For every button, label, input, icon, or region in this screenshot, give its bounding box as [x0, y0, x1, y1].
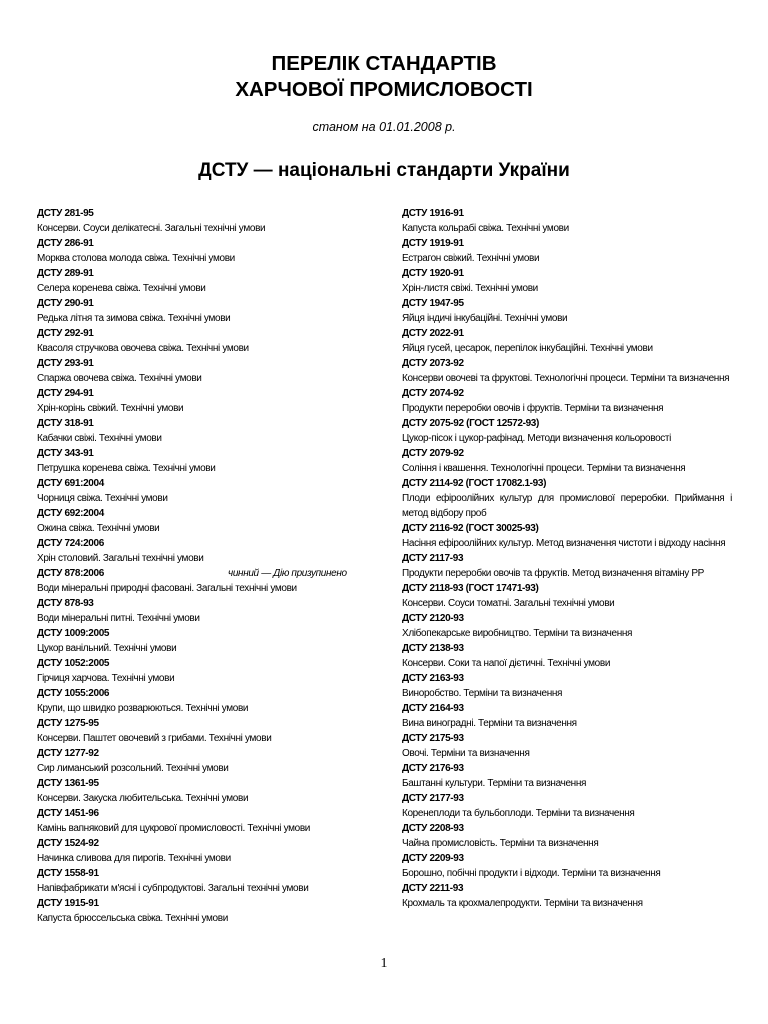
- standard-entry: [402, 551, 732, 581]
- standard-entry: [402, 236, 732, 266]
- standard-title: Хрін-корінь свіжий. Технічні умови: [37, 403, 184, 414]
- standard-code: [37, 566, 367, 581]
- standard-code-text: ДСТУ 1055:2006: [37, 688, 110, 699]
- standard-code-text: ДСТУ 289-91: [37, 268, 94, 279]
- standard-title: Крупи, що швидко розварюються. Технічні умови: [37, 703, 249, 714]
- standard-title: Продукти переробки овочів і фруктів. Терміни та визначення: [402, 403, 664, 414]
- standard-entry: [37, 296, 367, 326]
- standard-code-text: ДСТУ 1275-95: [37, 718, 99, 729]
- standard-entry: [37, 836, 367, 866]
- standard-title: Соління і квашення. Технологічні процеси. Терміни та визначення: [402, 463, 686, 474]
- standard-entry: [402, 386, 732, 416]
- standard-code: [402, 296, 732, 311]
- standard-title: Морква столова молода свіжа. Технічні умови: [37, 253, 235, 264]
- standard-entry: [37, 386, 367, 416]
- standard-code-text: ДСТУ 2079-92: [402, 448, 464, 459]
- document-title-line-2: ХАРЧОВОЇ ПРОМИСЛОВОСТІ: [235, 78, 533, 101]
- standard-code-text: ДСТУ 343-91: [37, 448, 94, 459]
- standard-code-text: ДСТУ 1558-91: [37, 868, 99, 879]
- standard-title: Чайна промисловість. Терміни та визначення: [402, 838, 599, 849]
- standard-entry: [402, 701, 732, 731]
- standard-code-text: ДСТУ 1919-91: [402, 238, 464, 249]
- standard-entry: [402, 521, 732, 551]
- standard-code-text: ДСТУ 2120-93: [402, 613, 464, 624]
- standard-entry: [37, 566, 367, 596]
- standard-code: [37, 686, 367, 701]
- standard-code: [37, 746, 367, 761]
- standard-code: [402, 386, 732, 401]
- standard-code: [402, 641, 732, 656]
- standard-code: [402, 326, 732, 341]
- standard-code: [37, 416, 367, 431]
- standard-entry: [37, 746, 367, 776]
- standard-code: [37, 776, 367, 791]
- standard-title: Вина виноградні. Терміни та визначення: [402, 718, 577, 729]
- standard-title: Сир лиманський розсольний. Технічні умови: [37, 763, 229, 774]
- standard-entry: [37, 866, 367, 896]
- standard-code-text: ДСТУ 1916-91: [402, 208, 464, 219]
- standard-code: [37, 716, 367, 731]
- standard-code-text: ДСТУ 1920-91: [402, 268, 464, 279]
- standard-code: [402, 356, 732, 371]
- standard-title: Камінь вапняковий для цукрової промисловості. Технічні умови: [37, 823, 311, 834]
- standard-title: Хлібопекарське виробництво. Терміни та визначення: [402, 628, 633, 639]
- document-title-line-1: ПЕРЕЛІК СТАНДАРТІВ: [271, 52, 497, 75]
- standard-code-text: ДСТУ 2075-92 (ГОСТ 12572-93): [402, 418, 539, 429]
- standard-title: Води мінеральні питні. Технічні умови: [37, 613, 200, 624]
- standard-code: [37, 806, 367, 821]
- standard-code: [402, 416, 732, 431]
- standard-entry: [402, 851, 732, 881]
- standard-code-text: ДСТУ 692:2004: [37, 508, 104, 519]
- standard-title: Коренеплоди та бульбоплоди. Терміни та визначення: [402, 808, 635, 819]
- standard-code-text: ДСТУ 2164-93: [402, 703, 464, 714]
- standard-code: [402, 791, 732, 806]
- standard-code-text: ДСТУ 290-91: [37, 298, 94, 309]
- standard-code-text: ДСТУ 294-91: [37, 388, 94, 399]
- standard-code-text: ДСТУ 2022-91: [402, 328, 464, 339]
- standard-title: Спаржа овочева свіжа. Технічні умови: [37, 373, 202, 384]
- standard-code-text: ДСТУ 1451-96: [37, 808, 99, 819]
- standard-entry: [37, 776, 367, 806]
- standard-title: Консерви овочеві та фруктові. Технологічні процеси. Терміни та визначення: [402, 373, 730, 384]
- standard-code: [402, 671, 732, 686]
- standard-entry: [37, 206, 367, 236]
- standard-code-text: ДСТУ 1915-91: [37, 898, 99, 909]
- standard-title: Яйця індичі інкубаційні. Технічні умови: [402, 313, 568, 324]
- standard-code-text: ДСТУ 878:2006: [37, 568, 104, 579]
- standard-entry: [37, 326, 367, 356]
- standard-title: Води мінеральні природні фасовані. Загальні технічні умови: [37, 583, 297, 594]
- standard-title: Консерви. Паштет овочевий з грибами. Технічні умови: [37, 733, 272, 744]
- standard-title: Хрін столовий. Загальні технічні умови: [37, 553, 204, 564]
- left-column: [37, 206, 367, 926]
- standard-entry: [402, 206, 732, 236]
- standard-title: Квасоля стручкова овочева свіжа. Технічні умови: [37, 343, 249, 354]
- standard-code-text: ДСТУ 1524-92: [37, 838, 99, 849]
- standard-entry: [37, 536, 367, 566]
- standard-title: Овочі. Терміни та визначення: [402, 748, 530, 759]
- standard-code: [37, 296, 367, 311]
- standard-code: [402, 446, 732, 461]
- standard-entry: [402, 731, 732, 761]
- standard-code-text: ДСТУ 2118-93 (ГОСТ 17471-93): [402, 583, 539, 594]
- standard-code: [37, 446, 367, 461]
- standard-code-text: ДСТУ 2176-93: [402, 763, 464, 774]
- page-number: 1: [380, 956, 388, 971]
- standard-entry: [37, 506, 367, 536]
- standard-title: Насіння ефіроолійних культур. Метод визначення чистоти і відходу насіння: [402, 538, 726, 549]
- standard-title: Баштанні культури. Терміни та визначення: [402, 778, 587, 789]
- standard-entry: [37, 626, 367, 656]
- standard-code: [37, 836, 367, 851]
- standard-entry: [37, 236, 367, 266]
- standard-entry: [37, 416, 367, 446]
- standard-code: [37, 476, 367, 491]
- standard-code-text: ДСТУ 1009:2005: [37, 628, 110, 639]
- standard-title: Цукор-пісок і цукор-рафінад. Методи визначення кольоровості: [402, 433, 672, 444]
- right-column: [402, 206, 732, 911]
- standard-title: Капуста брюссельська свіжа. Технічні умови: [37, 913, 228, 924]
- standard-title: Консерви. Соуси делікатесні. Загальні технічні умови: [37, 223, 266, 234]
- standard-code: [37, 506, 367, 521]
- standard-entry: [402, 446, 732, 476]
- standard-code: [37, 356, 367, 371]
- standard-entry: [402, 266, 732, 296]
- standard-code: [37, 326, 367, 341]
- standard-code: [37, 656, 367, 671]
- standard-code-text: ДСТУ 286-91: [37, 238, 94, 249]
- standard-code-text: ДСТУ 878-93: [37, 598, 94, 609]
- standard-entry: [402, 671, 732, 701]
- standard-code-text: ДСТУ 318-91: [37, 418, 94, 429]
- standard-code-text: ДСТУ 2117-93: [402, 553, 464, 564]
- standard-title: Консерви. Соки та напої дієтичні. Технічні умови: [402, 658, 611, 669]
- standard-code-text: ДСТУ 292-91: [37, 328, 94, 339]
- standard-title: Начинка сливова для пирогів. Технічні умови: [37, 853, 231, 864]
- standard-title: Хрін-листя свіжі. Технічні умови: [402, 283, 538, 294]
- standard-title: Ожина свіжа. Технічні умови: [37, 523, 160, 534]
- standard-code-text: ДСТУ 281-95: [37, 208, 94, 219]
- standard-code: [37, 386, 367, 401]
- standard-code-text: ДСТУ 2208-93: [402, 823, 464, 834]
- standard-title: Консерви. Закуска любительська. Технічні умови: [37, 793, 249, 804]
- standard-code: [402, 206, 732, 221]
- standard-entry: [402, 296, 732, 326]
- standard-code: [37, 236, 367, 251]
- standard-code-text: ДСТУ 2211-93: [402, 883, 464, 894]
- standard-entry: [37, 266, 367, 296]
- standard-code: [402, 266, 732, 281]
- standard-code-text: ДСТУ 2209-93: [402, 853, 464, 864]
- standard-title: Плоди ефіроолійних культур для промислової переробки. Приймання і метод відбору проб: [402, 493, 732, 519]
- standard-entry: [402, 356, 732, 386]
- standard-code-text: ДСТУ 691:2004: [37, 478, 104, 489]
- standard-code-text: ДСТУ 2177-93: [402, 793, 464, 804]
- standard-entry: [402, 326, 732, 356]
- standard-title: Борошно, побічні продукти і відходи. Терміни та визначення: [402, 868, 661, 879]
- standard-code: [37, 896, 367, 911]
- standard-title: Капуста кольрабі свіжа. Технічні умови: [402, 223, 569, 234]
- date-subtitle: станом на 01.01.2008 р.: [312, 120, 456, 134]
- standard-title: Петрушка коренева свіжа. Технічні умови: [37, 463, 216, 474]
- standard-code-text: ДСТУ 2175-93: [402, 733, 464, 744]
- standard-code-text: ДСТУ 1277-92: [37, 748, 99, 759]
- standard-code: [402, 611, 732, 626]
- standard-code: [402, 731, 732, 746]
- standard-code: [402, 581, 732, 596]
- standard-title: Кабачки свіжі. Технічні умови: [37, 433, 162, 444]
- standard-title: Естрагон свіжий. Технічні умови: [402, 253, 540, 264]
- standard-code: [402, 236, 732, 251]
- standard-title: Редька літня та зимова свіжа. Технічні умови: [37, 313, 231, 324]
- standard-code: [37, 536, 367, 551]
- standard-code: [37, 596, 367, 611]
- standard-entry: [402, 476, 732, 521]
- standard-entry: [37, 596, 367, 626]
- standard-entry: [402, 761, 732, 791]
- standard-entry: [37, 476, 367, 506]
- standard-title: Напівфабрикати м'ясні і субпродуктові. Загальні технічні умови: [37, 883, 309, 894]
- standard-title: Селера коренева свіжа. Технічні умови: [37, 283, 206, 294]
- standard-entry: [37, 686, 367, 716]
- standard-title: Гірчиця харчова. Технічні умови: [37, 673, 175, 684]
- standard-code: [37, 626, 367, 641]
- standard-code-text: ДСТУ 1947-95: [402, 298, 464, 309]
- standard-entry: [402, 611, 732, 641]
- standard-code: [402, 551, 732, 566]
- standard-title: Консерви. Соуси томатні. Загальні технічні умови: [402, 598, 615, 609]
- standard-code-text: ДСТУ 2116-92 (ГОСТ 30025-93): [402, 523, 539, 534]
- standard-code: [402, 521, 732, 536]
- standard-entry: [37, 656, 367, 686]
- standard-code: [402, 701, 732, 716]
- standard-code-text: ДСТУ 293-91: [37, 358, 94, 369]
- standard-title: Виноробство. Терміни та визначення: [402, 688, 563, 699]
- standard-code: [37, 206, 367, 221]
- standard-entry: [37, 806, 367, 836]
- standard-entry: [402, 581, 732, 611]
- standard-title: Чорниця свіжа. Технічні умови: [37, 493, 168, 504]
- standard-code: [402, 851, 732, 866]
- standard-code: [402, 761, 732, 776]
- standard-entry: [37, 356, 367, 386]
- standard-title: Цукор ванільний. Технічні умови: [37, 643, 177, 654]
- standard-code: [37, 866, 367, 881]
- standard-title: Крохмаль та крохмалепродукти. Терміни та визначення: [402, 898, 643, 909]
- standard-entry: [402, 641, 732, 671]
- standard-entry: [37, 896, 367, 926]
- standard-entry: [402, 821, 732, 851]
- standard-code-text: ДСТУ 1052:2005: [37, 658, 110, 669]
- standard-code: [402, 476, 732, 491]
- standard-title: Продукти переробки овочів та фруктів. Метод визначення вітаміну PP: [402, 568, 704, 579]
- standard-entry: [37, 446, 367, 476]
- section-heading: ДСТУ — національні стандарти України: [198, 160, 570, 181]
- standard-code-text: ДСТУ 2073-92: [402, 358, 464, 369]
- standard-code-text: ДСТУ 2138-93: [402, 643, 464, 654]
- standard-entry: [402, 881, 732, 911]
- standard-entry: [402, 416, 732, 446]
- standard-title: Яйця гусей, цесарок, перепілок інкубаційні. Технічні умови: [402, 343, 653, 354]
- standard-code-text: ДСТУ 2074-92: [402, 388, 464, 399]
- standard-code-text: ДСТУ 1361-95: [37, 778, 99, 789]
- standard-code-text: ДСТУ 2163-93: [402, 673, 464, 684]
- standard-code-text: ДСТУ 724:2006: [37, 538, 104, 549]
- standard-code: [37, 266, 367, 281]
- standard-code-text: ДСТУ 2114-92 (ГОСТ 17082.1-93): [402, 478, 547, 489]
- standard-code: [402, 881, 732, 896]
- standard-entry: [37, 716, 367, 746]
- standard-code: [402, 821, 732, 836]
- standard-entry: [402, 791, 732, 821]
- standard-status-note: чинний — Дію призупинено: [228, 568, 347, 579]
